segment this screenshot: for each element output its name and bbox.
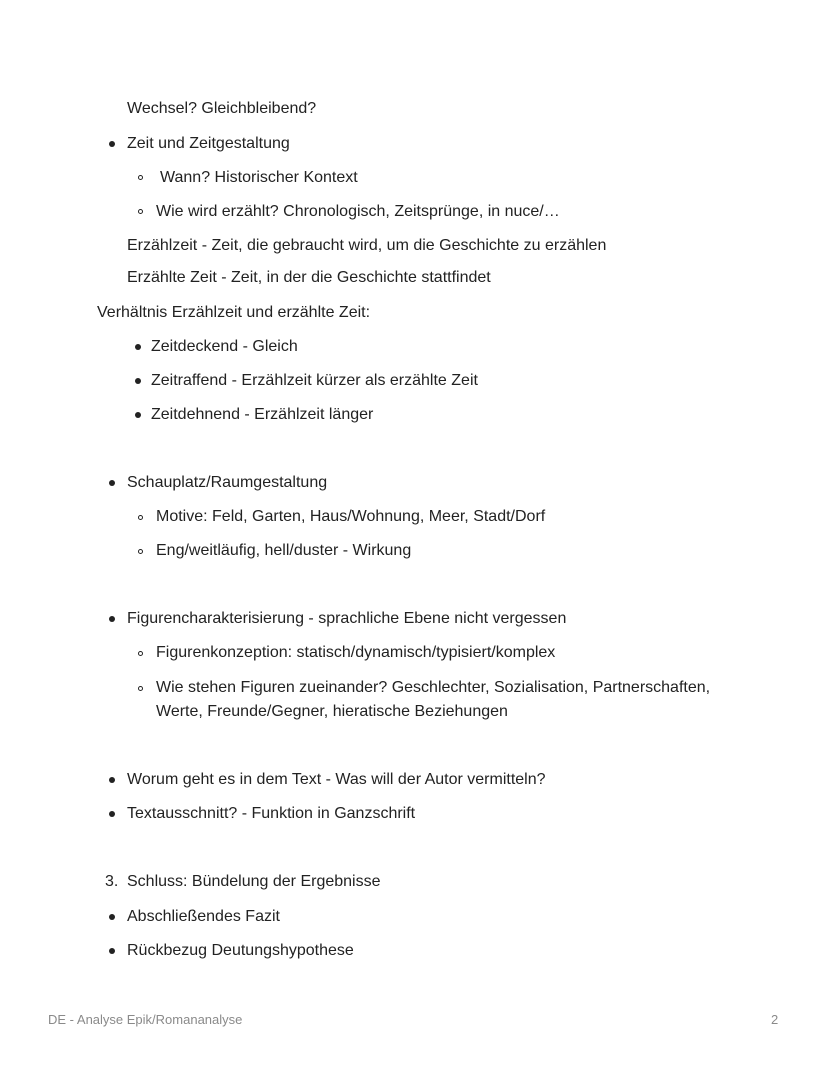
list-item: Zeit und Zeitgestaltung [127, 135, 290, 152]
text-line: Verhältnis Erzählzeit und erzählte Zeit: [97, 304, 371, 321]
sub-list-item: Figurenkonzeption: statisch/dynamisch/typisiert/komplex [156, 644, 556, 661]
list-item: Schauplatz/Raumgestaltung [127, 474, 328, 491]
list-item: Zeitdehnend - Erzählzeit länger [151, 406, 374, 423]
bullet [109, 480, 115, 486]
sub-bullet [138, 515, 143, 520]
list-item: Schluss: Bündelung der Ergebnisse [127, 873, 381, 890]
list-item: Rückbezug Deutungshypothese [127, 942, 354, 959]
list-item: Zeitdeckend - Gleich [151, 338, 298, 355]
sub-list-item: Wie wird erzählt? Chronologisch, Zeitsprünge, in nuce/… [156, 203, 560, 220]
list-item: Worum geht es in dem Text - Was will der Autor vermitteln? [127, 771, 546, 788]
text-line: Erzählte Zeit - Zeit, in der die Geschichte stattfindet [127, 269, 491, 286]
bullet [135, 412, 141, 418]
sub-list-item: Wie stehen Figuren zueinander? Geschlechter, Sozialisation, Partnerschaften, [156, 679, 711, 696]
bullet [109, 141, 115, 147]
bullet [109, 811, 115, 817]
bullet [135, 378, 141, 384]
list-item: Textausschnitt? - Funktion in Ganzschrift [127, 805, 416, 822]
sub-bullet [138, 549, 143, 554]
text-line: Wechsel? Gleichbleibend? [127, 100, 317, 117]
sub-bullet [138, 175, 143, 180]
bullet [135, 344, 141, 350]
sub-list-item: Motive: Feld, Garten, Haus/Wohnung, Meer, Stadt/Dorf [156, 508, 546, 525]
bullet [109, 948, 115, 954]
bullet [109, 616, 115, 622]
list-item: Abschließendes Fazit [127, 908, 280, 925]
sub-list-item: Wann? Historischer Kontext [160, 169, 358, 186]
page-number: 2 [771, 1012, 779, 1027]
list-item: Zeitraffend - Erzählzeit kürzer als erzählte Zeit [151, 372, 478, 389]
sub-bullet [138, 686, 143, 691]
bullet [109, 777, 115, 783]
list-item: Figurencharakterisierung - sprachliche Ebene nicht vergessen [127, 610, 567, 627]
footer-title: DE - Analyse Epik/Romananalyse [48, 1012, 243, 1027]
sub-bullet [138, 651, 143, 656]
bullet [109, 914, 115, 920]
list-number: 3. [105, 873, 119, 890]
sub-list-item: Eng/weitläufig, hell/duster - Wirkung [156, 542, 412, 559]
sub-bullet [138, 209, 143, 214]
text-line: Erzählzeit - Zeit, die gebraucht wird, um die Geschichte zu erzählen [127, 237, 607, 254]
sub-list-item-continuation: Werte, Freunde/Gegner, hieratische Beziehungen [156, 703, 508, 720]
